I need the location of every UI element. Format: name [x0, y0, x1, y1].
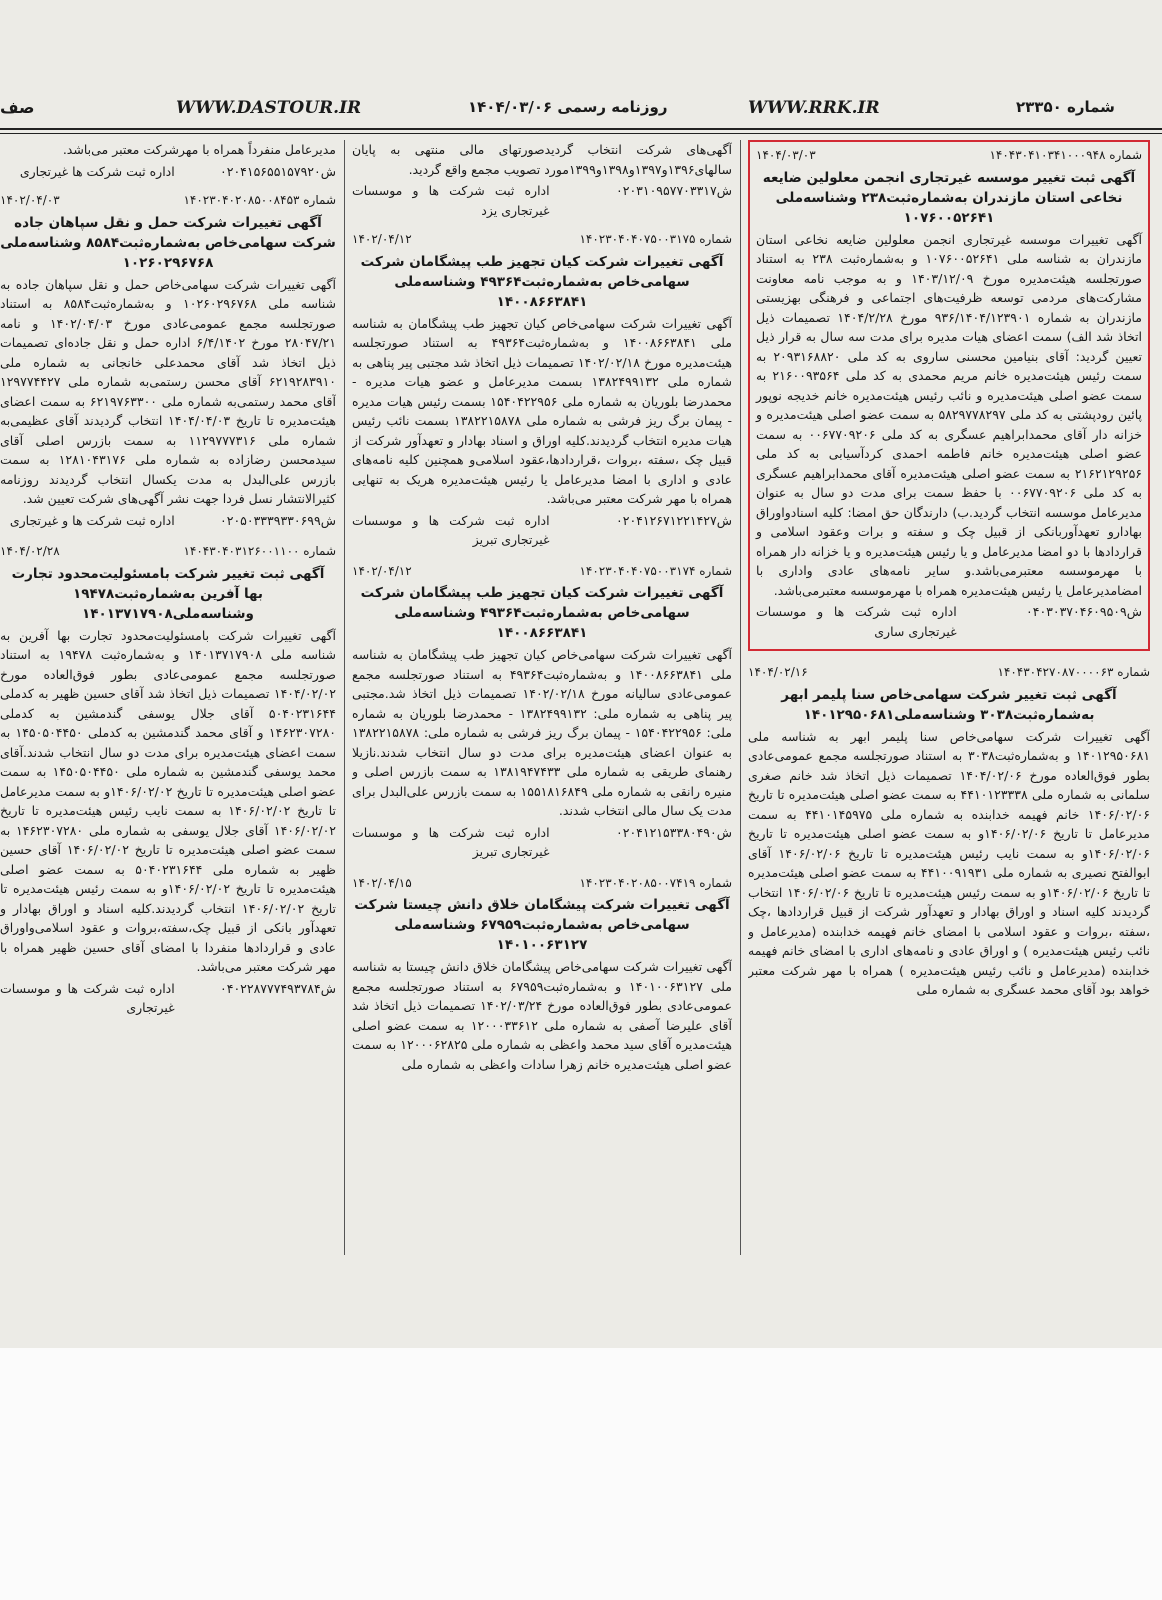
site-right: WWW.RRK.IR	[748, 98, 880, 118]
notice-title: آگهی تغییرات شرکت کیان تجهیز طب پیشگامان شرکت سهامی‌خاص به‌شماره‌ثبت۴۹۳۶۴ وشناسه‌ملی ۱۴۰۰۸۶۶۳۸۴۱	[360, 585, 724, 641]
page-fragment: صف	[0, 98, 35, 117]
notice	[352, 230, 732, 550]
masthead-rule-thin	[0, 133, 1162, 134]
notice-number: شماره ۱۴۰۲۳۰۴۰۴۰۷۵۰۰۳۱۷۵	[579, 232, 732, 246]
masthead	[0, 92, 1162, 126]
notice-body: آگهی تغییرات موسسه غیرتجاری انجمن معلولین ضایعه نخاعی استان مازندران به شناسه ملی ۱۰۷۶۰۰۵۲۶۴۱ و به‌شماره‌ثبت ۲۳۸ به استناد صورتجلسه هیئت‌مدیره مورخ ۱۴۰۳/۱۲/۰۹ و به موجب نامه معاونت مشارکت‌های مردمی توسعه ظرفیت‌های اجتماعی و فرهنگی بهزیستی مازندران به شماره ۹۳۶/۱۴۰۴/۱۲۳۹۰۱ مورخ ۱۴۰۴/۲/۲۸ تصمیمات ذیل اتخاذ شد الف) سمت اعضای هیات مدیره برای مدت سه سال به قرار ذیل تعیین گردید: آقای بنیامین محسنی ساروی به کد ملی ۲۰۹۳۱۶۸۸۲۰ به سمت رئیس هیئت‌مدیره خانم مریم محمدی به کد ملی ۲۱۶۰۰۹۳۵۶۴ به سمت عضو اصلی هیئت‌مدیره و نائب رئیس هیئت‌مدیره خانم خدیجه نوپور پائین رودپشتی به کد ملی ۵۸۲۹۷۷۸۲۹۷ به سمت عضو اصلی هیئت‌مدیره و خزانه دار آقای محمدابراهیم عسگری به کد ملی ۰۰۶۷۷۰۹۲۰۶ به سمت عضو اصلی هیئت‌مدیره خانم فاطمه احمدی کردآسیابی به کد ملی ۲۱۶۲۱۲۹۲۵۶ به سمت عضو اصلی هیئت‌مدیره آقای محمدابراهیم عسگری به کد ملی ۰۰۶۷۷۰۹۲۰۶ با حفظ سمت برای مدت دو سال به عنوان مدیرعامل موسسه انتخاب گردید.ب) دارندگان حق امضا: کلیه اسنادواوراق بهادارو تعهدآوربانکی از قبیل چک و سفته و برات وعقود اسلامی و قراردادها با دو امضا مدیرعامل و یا رئیس هیئت‌مدیره و یا خزانه دار همراه با مهرموسسه معتبرمی‌باشد.و سایر نامه‌های عادی واداری با امضامدیرعامل یا رئیس هیئت‌مدیره همراه با مهرموسسه معتبرمی‌باشد.	[756, 231, 1143, 598]
notice-office: اداره ثبت شرکت ها غیرتجاری	[19, 163, 175, 179]
site-left: WWW.DASTOUR.IR	[176, 98, 362, 118]
notice-meta	[748, 663, 1150, 683]
notice-title: آگهی ثبت تغییر شرکت سهامی‌خاص سنا پلیمر ابهر به‌شماره‌ثبت۳۰۳۸ وشناسه‌ملی۱۴۰۱۲۹۵۰۶۸۱	[781, 686, 1117, 723]
paper-date: روزنامه رسمی ۱۴۰۴/۰۳/۰۶	[468, 98, 668, 116]
notice-footer	[352, 511, 732, 550]
issue-number: شماره ۲۳۳۵۰	[1016, 98, 1115, 116]
notice-body: آگهی تغییرات شرکت سهامی‌خاص پیشگامان خلاق دانش چیستا به شناسه ملی ۱۴۰۱۰۰۶۳۱۲۷ و به‌شماره‌ثبت۶۷۹۵۹ به استناد صورتجلسه مجمع عمومی‌عادی بطور فوق‌العاده مورخ ۱۴۰۲/۰۳/۲۴ تصمیمات ذیل اتخاذ شد آقای علیرضا آصفی به شماره ملی ۱۲۰۰۰۳۳۶۱۲ به سمت عضو اصلی هیئت‌مدیره آقای سید محمد واعظی به شماره ملی ۱۲۰۰۰۶۲۸۲۵ به سمت عضو اصلی هیئت‌مدیره خانم زهرا سادات واعظی به شماره ملی	[352, 959, 732, 1072]
notice-title: آگهی تغییرات شرکت پیشگامان خلاق دانش چیستا شرکت سهامی‌خاص به‌شماره‌ثبت۶۷۹۵۹ وشناسه‌ملی ۱۴۰۱۰۰۶۳۱۲۷	[354, 897, 730, 953]
notice	[0, 542, 336, 1018]
notice	[352, 562, 732, 862]
notice-body: آگهی تغییرات شرکت بامسئولیت‌محدود تجارت بها آفرین به شناسه ملی ۱۴۰۱۳۷۱۷۹۰۸ و به‌شماره‌ثبت ۱۹۴۷۸ به استناد صورتجلسه مجمع عمومی‌عادی بطور فوق‌العاده مورخ ۱۴۰۴/۰۲/۰۲ تصمیمات ذیل اتخاذ شد آقای حسین ظهیر به کدملی ۵۰۴۰۲۳۱۶۴۴ آقای جلال یوسفی گندمشین به کدملی ۱۴۶۲۳۰۷۲۸۰ و آقای محمد گندمشین به کدملی ۱۴۵۰۵۰۴۴۵۰ به سمت اعضای هیئت‌مدیره برای مدت دو سال انتخاب شدند.آقای محمد یوسفی گندمشین به شماره ملی ۱۴۵۰۵۰۴۴۵۰ به سمت عضو اصلی هیئت‌مدیره تا تاریخ ۱۴۰۶/۰۲/۰۲و به سمت مدیرعامل تا تاریخ ۱۴۰۶/۰۲/۰۲ به سمت نایب رئیس هیئت‌مدیره تا تاریخ ۱۴۰۶/۰۲/۰۲ آقای جلال یوسفی به شماره ملی ۱۴۶۲۳۰۷۲۸۰ به سمت عضو اصلی هیئت‌مدیره تا تاریخ ۱۴۰۶/۰۲/۰۲ آقای حسین ظهیر به شماره ملی ۵۰۴۰۲۳۱۶۴۴ به سمت عضو اصلی هیئت‌مدیره تا تاریخ ۱۴۰۶/۰۲/۰۲و به سمت رئیس هیئت‌مدیره تا تاریخ ۱۴۰۶/۰۲/۰۲ انتخاب گردیدند.کلیه اسناد و اوراق بهادار و تعهدآور بانکی از قبیل چک،سفته،بروات و عقود اسلامی‌و‌اوراق عادی و قراردادها منفردا با امضای آقای حسین ظهیر همراه با مهر شرکت معتبر می‌باشد.	[0, 627, 336, 974]
notice-code: ش۰۴۰۲۲۸۷۷۷۴۹۳۷۸۴	[220, 980, 336, 996]
notice-meta	[0, 191, 336, 211]
notice-number: شماره ۱۴۰۴۳۰۴۰۳۱۲۶۰۰۱۱۰۰	[183, 544, 336, 558]
notice-number: شماره ۱۴۰۲۳۰۴۰۴۰۷۵۰۰۳۱۷۴	[579, 563, 732, 578]
notice-office: اداره ثبت شرکت ها و موسسات غیرتجاری تبریز	[352, 512, 550, 547]
notice-code: ش۰۲۰۵۰۳۳۳۹۳۳۰۶۹۹	[220, 512, 336, 528]
notice-office: اداره ثبت شرکت ها و موسسات غیرتجاری ساری	[756, 604, 957, 639]
notice-footer	[352, 823, 732, 862]
notice-title: آگهی تغییرات شرکت حمل و نقل سپاهان جاده شرکت سهامی‌خاص به‌شماره‌ثبت۸۵۸۴ وشناسه‌ملی ۱۰۲۶۰۲۹۶۷۶۸	[0, 214, 336, 271]
column-divider	[344, 140, 345, 1255]
notice-date: ۱۴۰۴/۰۲/۱۶	[748, 665, 808, 679]
notice-office: اداره ثبت شرکت ها و غیرتجاری	[9, 512, 175, 528]
notice-code: ش۰۲۰۴۱۲۶۷۱۲۲۱۴۲۷	[616, 512, 732, 528]
notice-meta	[352, 230, 732, 250]
column-left	[0, 140, 336, 1255]
column-middle	[352, 140, 732, 1255]
notice-title: آگهی تغییرات شرکت کیان تجهیز طب پیشگامان شرکت سهامی‌خاص به‌شماره‌ثبت۴۹۳۶۴ وشناسه‌ملی ۱۴۰۰۸۶۶۳۸۴۱	[360, 253, 724, 310]
notice-body: آگهی تغییرات شرکت سهامی‌خاص حمل و نقل سپاهان جاده به شناسه ملی ۱۰۲۶۰۲۹۶۷۶۸ و به‌شماره‌ثبت۸۵۸۴ به استناد صورتجلسه مجمع عمومی‌عادی مورخ ۱۴۰۲/۰۴/۰۳ و نامه ۲۸۰۴۷/۲۱ مورخ ۶/۴/۱۴۰۲ اداره حمل و نقل جاده‌ای تصمیمات ذیل اتخاذ شد آقای محمدعلی خانجانی به شماره ملی ۶۲۱۹۲۸۳۹۱۰ آقای محسن رستمی‌به شماره ملی ۱۲۹۷۷۴۴۲۷ آقای محمد رستمی‌به شماره ملی ۶۲۱۹۷۶۳۳۰۰ به سمت اعضای هیئت‌مدیره تا تاریخ ۱۴۰۴/۰۴/۰۳ انتخاب گردیدند آقای عظیمی‌به شماره ملی ۱۱۲۹۷۷۷۳۱۶ به سمت بازرس اصلی آقای سیدمحسن رضازاده به شماره ملی ۱۲۸۱۰۴۳۱۷۶ به سمت بازرس علی‌البدل به مدت یکسال انتخاب گردیدند روزنامه کثیرالانتشار نسل فردا جهت نشر آگهی‌های شرکت تعیین شد.	[0, 276, 336, 506]
notice-office: اداره ثبت شرکت ها و موسسات غیرتجاری تبریز	[352, 824, 550, 859]
notice-date: ۱۴۰۴/۰۲/۲۸	[0, 544, 60, 558]
notice-code: ش۰۲۰۴۱۲۱۵۳۳۸۰۴۹۰	[616, 824, 732, 840]
continued-notice	[352, 140, 732, 220]
notice-number: شماره ۱۴۰۴۳۰۴۲۷۰۸۷۰۰۰۰۶۳	[997, 665, 1150, 679]
notice-body: آگهی تغییرات شرکت سهامی‌خاص کیان تجهیز طب پیشگامان به شناسه ملی ۱۴۰۰۸۶۶۳۸۴۱ و به‌شماره‌ثبت۴۹۳۶۴ به استناد صورتجلسه هیئت‌مدیره مورخ ۱۴۰۲/۰۲/۱۸ تصمیمات ذیل اتخاذ شد مجتبی پیر پناهی به شماره ملی ۱۳۸۲۴۹۹۱۳۲ بسمت مدیرعامل و عضو هیات مدیره - محمدرضا بلوریان به شماره ملی ۱۵۴۰۴۲۲۹۵۶ بسمت رئیس هیات مدیره - پیمان برگ ریز فرشی به شماره ملی ۱۳۸۲۲۱۵۸۷۸ بسمت نائب رئیس هیات مدیره انتخاب گردیدند.کلیه اوراق و اسناد بهادار و تعهدآور شرکت از قبیل چک ،سفته ،بروات ،قراردادها،عقود اسلامی‌و همچنین کلیه نامه‌های عادی و اداری با امضا مدیرعامل یا رئیس هیئت‌مدیره هریک به تنهایی همراه با مهر شرکت معتبر می‌باشد.	[352, 315, 732, 506]
notice-footer	[0, 979, 336, 1018]
notice-meta	[352, 562, 732, 582]
notice	[748, 663, 1150, 1000]
notice-meta	[756, 146, 1142, 166]
continued-notice	[0, 140, 336, 181]
masthead-rule	[0, 128, 1162, 130]
notice-date: ۱۴۰۲/۰۴/۱۲	[352, 563, 412, 578]
notice-body: آگهی تغییرات شرکت سهامی‌خاص کیان تجهیز طب پیشگامان به شناسه ملی ۱۴۰۰۸۶۶۳۸۴۱ و به‌شماره‌ثبت۴۹۳۶۴ به استناد صورتجلسه مجمع عمومی‌عادی سالیانه مورخ ۱۴۰۲/۰۲/۱۸ تصمیمات ذیل اتخاذ شد.مجتبی پیر پناهی به شماره ملی: ۱۳۸۲۴۹۹۱۳۲ - محمدرضا بلوریان به شماره ملی: ۱۵۴۰۴۲۲۹۵۶ - پیمان برگ ریز فرشی به شماره ملی: ۱۳۸۲۲۱۵۸۷۸ به عنوان اعضای هیئت‌مدیره برای مدت دو سال انتخاب شدند.نازیلا رهنمای طریقی به شماره ملی ۱۳۸۱۹۴۷۴۳۳ به سمت بازرس اصلی و منیره رانقی به شماره ملی ۱۵۵۱۸۱۶۸۴۹ به سمت بازرس علی‌البدل برای مدت یک سال مالی انتخاب شدند.	[352, 647, 732, 818]
notice-date: ۱۴۰۴/۰۳/۰۳	[756, 148, 816, 162]
notice-footer	[756, 602, 1142, 641]
notice-highlighted	[748, 140, 1150, 651]
notice-footer	[0, 511, 336, 531]
notice-code: ش۰۲۰۴۱۵۶۵۵۱۵۷۹۲۰	[220, 163, 336, 179]
notice-office: اداره ثبت شرکت ها و موسسات غیرتجاری	[0, 980, 175, 1015]
notice-office: اداره ثبت شرکت ها و موسسات غیرتجاری یزد	[352, 183, 550, 218]
notice-meta	[0, 542, 336, 562]
notice-footer	[352, 181, 732, 220]
blank-margin	[0, 1348, 1162, 1600]
notice-date: ۱۴۰۲/۰۴/۰۳	[0, 193, 60, 207]
column-divider	[740, 140, 741, 1255]
notice-body: آگهی‌های شرکت انتخاب گردیدصورتهای مالی منتهی به پایان سالهای۱۳۹۶و۱۳۹۷و۱۳۹۸و۱۳۹۹مورد تصویب مجمع واقع گردید.	[352, 142, 732, 177]
notice-date: ۱۴۰۲/۰۴/۱۲	[352, 232, 412, 246]
notice-meta	[352, 874, 732, 894]
notice-date: ۱۴۰۲/۰۴/۱۵	[352, 875, 412, 890]
notice	[0, 191, 336, 530]
notice-number: شماره ۱۴۰۲۳۰۴۰۲۰۸۵۰۰۸۴۵۳	[183, 193, 336, 207]
column-right	[748, 140, 1150, 1255]
notice-body: مدیرعامل منفرداً همراه با مهرشرکت معتبر می‌باشد.	[62, 142, 336, 157]
notice-number: شماره ۱۴۰۴۳۰۴۱۰۳۴۱۰۰۰۹۴۸	[989, 148, 1142, 162]
notice-number: شماره ۱۴۰۲۳۰۴۰۲۰۸۵۰۰۷۴۱۹	[579, 875, 732, 890]
notice-footer	[0, 162, 336, 182]
notice-code: ش۰۴۰۳۰۳۷۰۴۶۰۹۵۰۹	[1026, 604, 1142, 619]
notice	[352, 874, 732, 1075]
notice-code: ش۰۲۰۳۱۰۹۵۷۷۰۳۳۱۷	[616, 183, 732, 198]
notice-title: آگهی ثبت تغییر شرکت بامسئولیت‌محدود تجارت بها آفرین به‌شماره‌ثبت۱۹۴۷۸ وشناسه‌ملی۱۴۰۱۳۷۱۷۹۰۸	[11, 565, 325, 622]
notice-title: آگهی ثبت تغییر موسسه غیرتجاری انجمن معلولین ضایعه نخاعی استان مازندران به‌شماره‌ثبت۲۳۸ وشناسه‌ملی ۱۰۷۶۰۰۵۲۶۴۱	[762, 169, 1136, 226]
notice-body: آگهی تغییرات شرکت سهامی‌خاص سنا پلیمر ابهر به شناسه ملی ۱۴۰۱۲۹۵۰۶۸۱ و به‌شماره‌ثبت۳۰۳۸ به استناد صورتجلسه مجمع عمومی‌عادی بطور فوق‌العاده مورخ ۱۴۰۴/۰۲/۰۶ تصمیمات ذیل اتخاذ شد خانم صغری سلمانی به شماره ملی ۴۴۱۰۱۲۳۳۳۸ به سمت عضو اصلی هیئت‌مدیره تا تاریخ ۱۴۰۶/۰۲/۰۶ خانم فهیمه خدابنده به شماره ملی ۴۴۱۰۱۴۵۹۷۵ به سمت مدیرعامل تا تاریخ ۱۴۰۶/۰۲/۰۶و به سمت عضو اصلی هیئت‌مدیره تا تاریخ ۱۴۰۶/۰۲/۰۶و به سمت نایب رئیس هیئت‌مدیره تا تاریخ ۱۴۰۶/۰۲/۰۶ آقای ابوالفتح نصیری به شماره ملی ۴۴۱۰۰۹۱۹۳۱ به سمت عضو اصلی هیئت‌مدیره تا تاریخ ۱۴۰۶/۰۲/۰۶و به سمت رئیس هیئت‌مدیره تا تاریخ ۱۴۰۶/۰۲/۰۶ انتخاب گردیدند کلیه اسناد و اوراق بهادار و تعهدآور شرکت از قبیل قراردادها ،چک ،سفته ،بروات و عقود اسلامی با امضای خانم فهیمه خدابنده (مدیرعامل و نائب رئیس هیئت‌مدیره ) و اوراق عادی و نامه‌های اداری با امضای خانم فهیمه خدابنده (مدیرعامل و نائب رئیس هیئت‌مدیره ) همراه با مهر شرکت معتبر خواهد بود آقای محمد عسگری به شماره ملی	[748, 728, 1150, 997]
